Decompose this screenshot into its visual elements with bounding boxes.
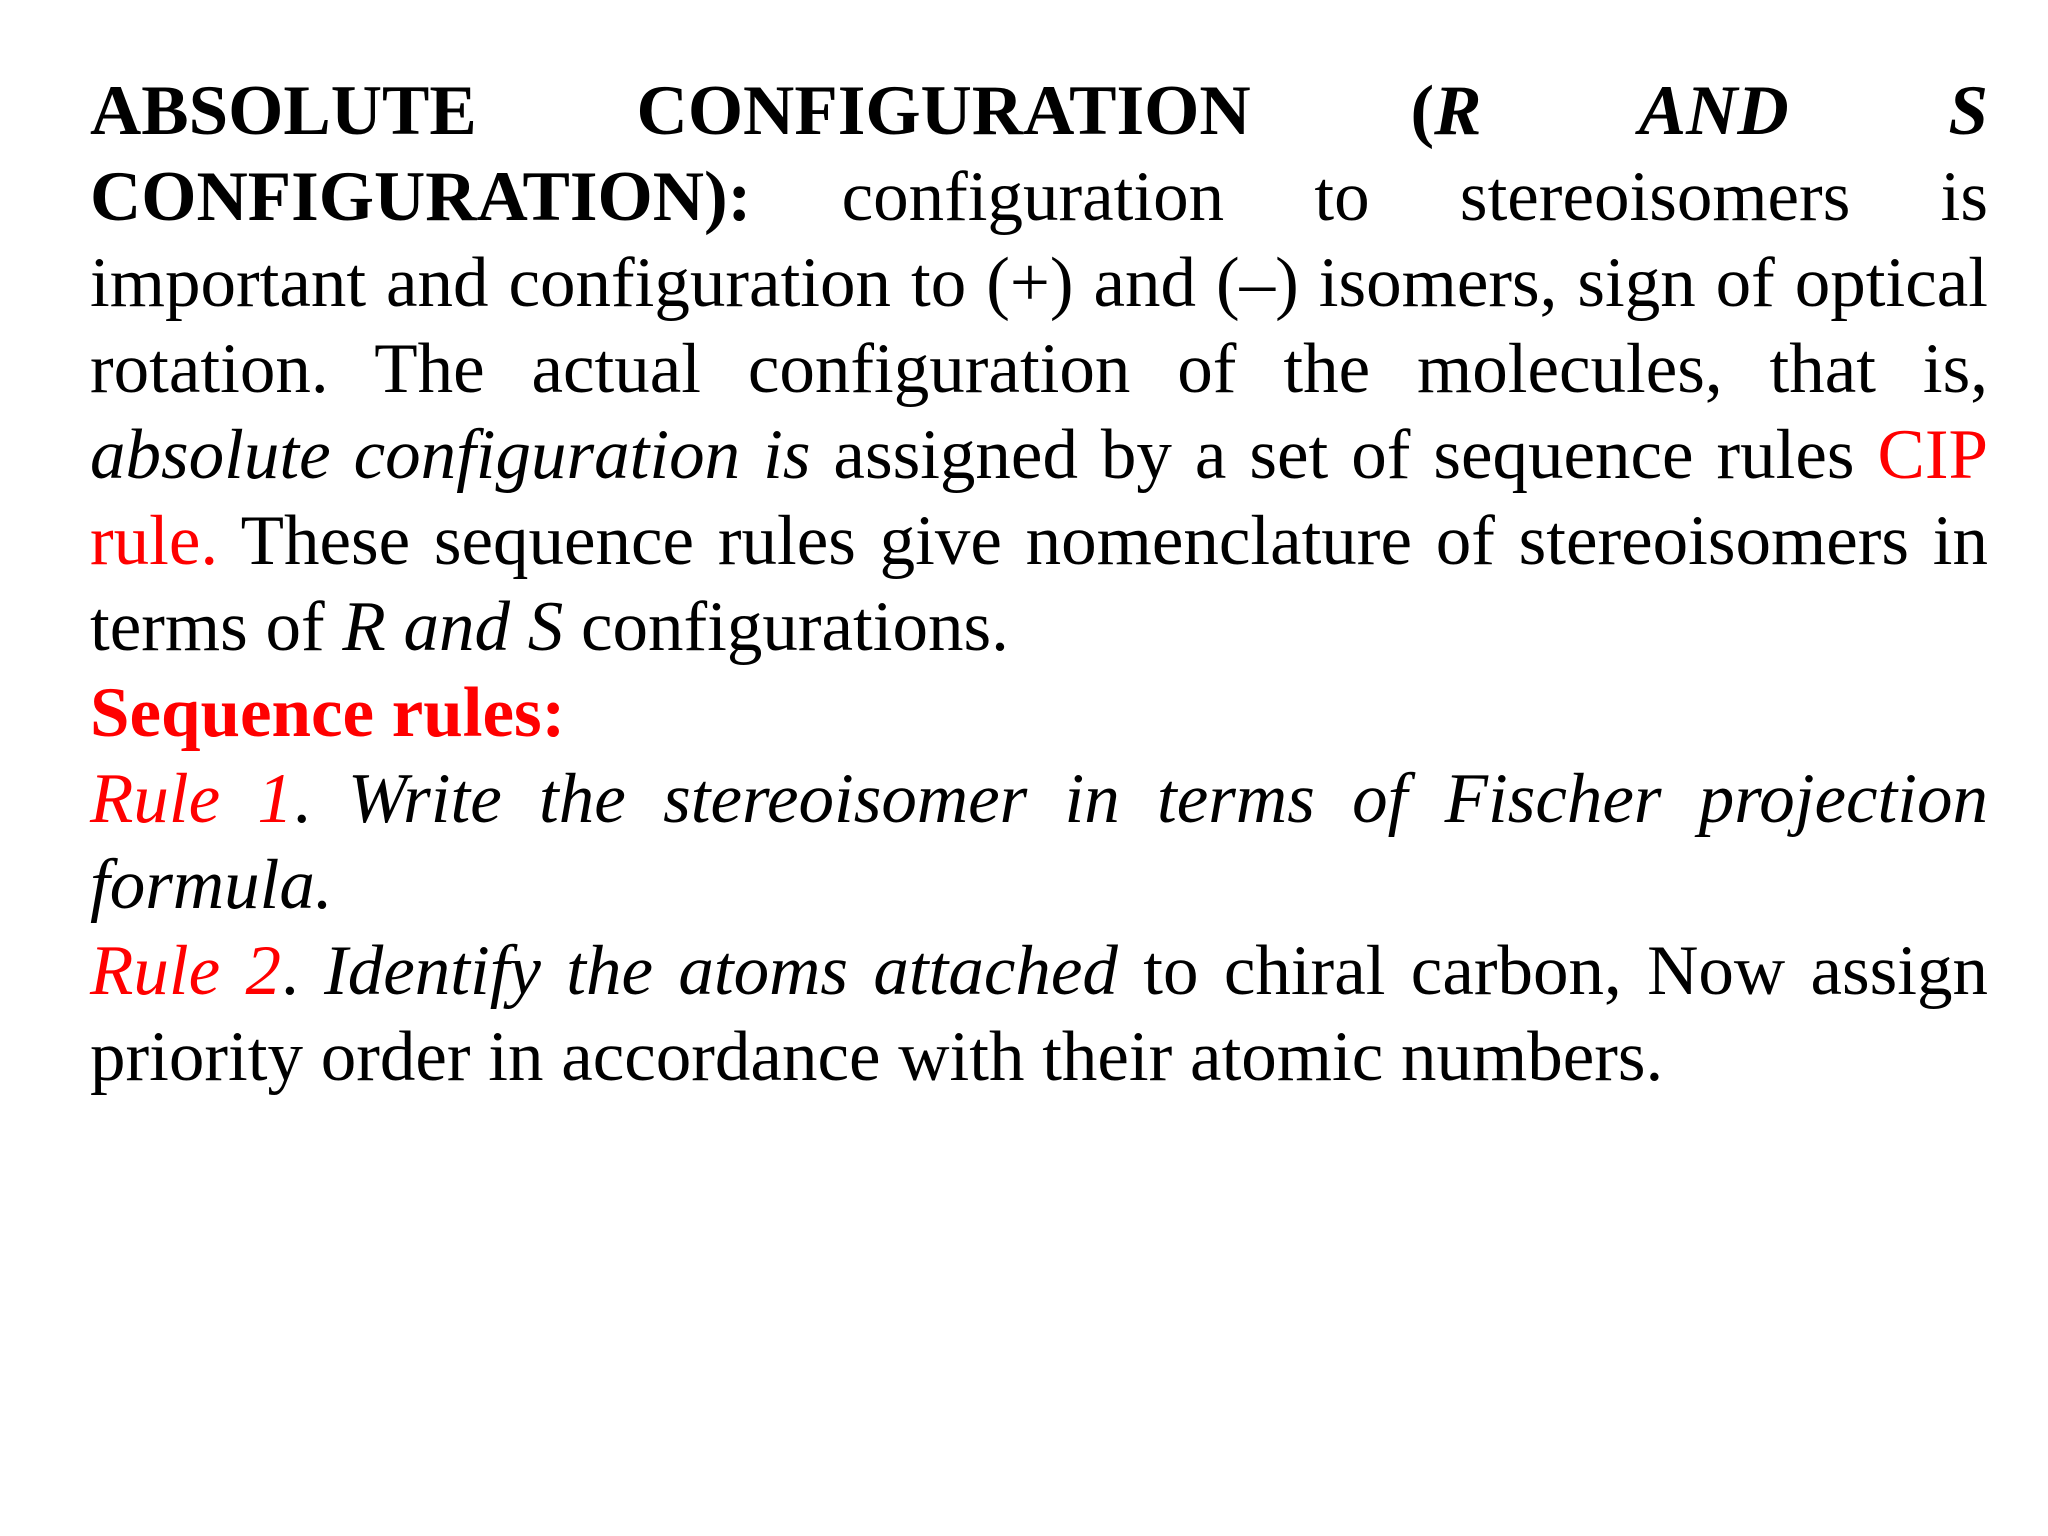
rule-1-period: .	[292, 760, 311, 838]
intro-paragraph	[90, 68, 1988, 670]
cip-rule-text: CIP rule.	[90, 416, 1988, 580]
rule-2-plain-text: to chiral carbon, Now assign priority order in accordance with their atomic numbers.	[90, 932, 1988, 1096]
rule-2	[90, 928, 1988, 1100]
rule-1-italic-text: Write the stereoisomer in terms of Fischer projection formula.	[90, 760, 1988, 924]
intro-text2: assigned by a set of sequence rules	[810, 416, 1878, 494]
heading-part2: CONFIGURATION):	[90, 158, 752, 236]
heading-part1: ABSOLUTE CONFIGURATION (	[90, 72, 1435, 150]
rule-2-label: Rule 2	[90, 932, 281, 1010]
rule-1	[90, 756, 1988, 928]
intro-italic1: absolute configuration is	[90, 416, 811, 494]
heading-r: R	[1434, 72, 1482, 150]
slide-content	[90, 68, 1988, 1100]
rule-2-italic-text: Identify the atoms attached	[298, 932, 1118, 1010]
intro-text4: configurations.	[563, 588, 1009, 666]
sequence-rules-heading: Sequence rules:	[90, 674, 566, 752]
intro-italic2: R and S	[342, 588, 564, 666]
intro-text1: configuration to stereoisomers is important and configuration to (+) and (–) isomers, sign of optical rotation. The actual configuration of the molecules, that is,	[90, 158, 1988, 408]
heading-and: AND	[1481, 72, 1949, 150]
heading-s: S	[1948, 72, 1988, 150]
rule-1-label: Rule 1	[90, 760, 293, 838]
intro-text3: These sequence rules give nomenclature of stereoisomers in terms of	[90, 502, 1988, 666]
rule-2-period: .	[280, 932, 299, 1010]
